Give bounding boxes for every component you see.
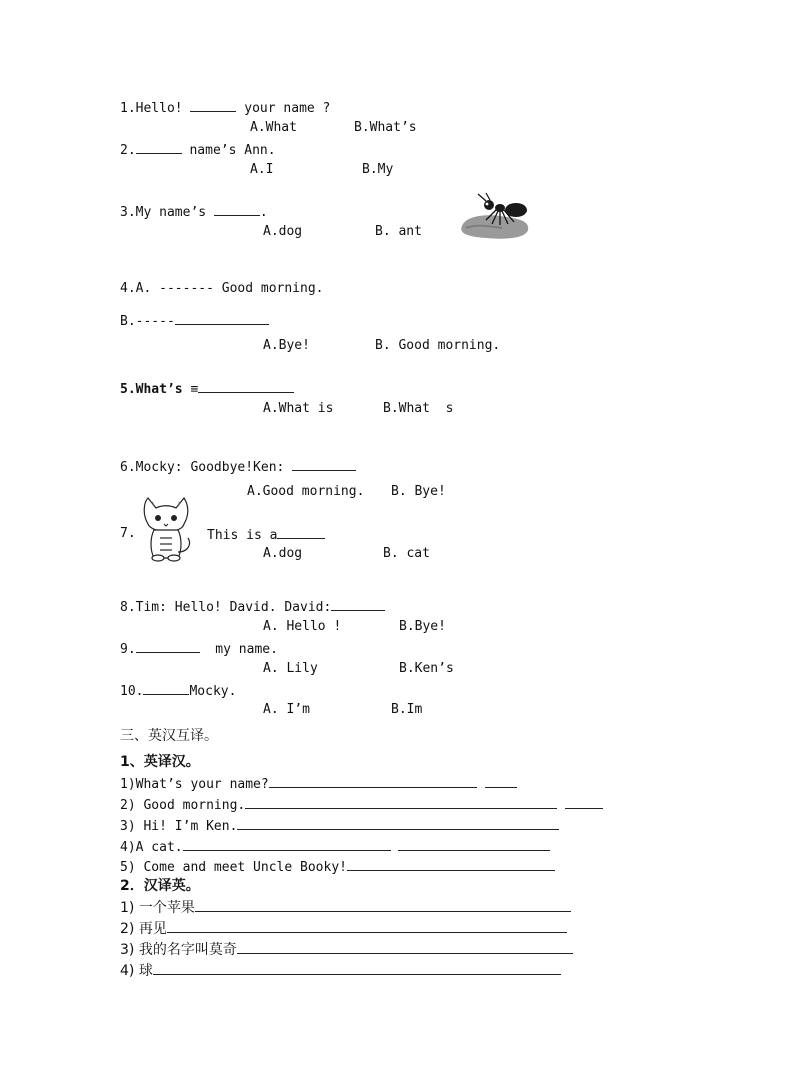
cat-icon [138, 494, 196, 564]
answer-blank [195, 898, 571, 912]
answer-blank [214, 202, 260, 216]
q7-option-a: A.dog [263, 546, 303, 561]
part-1-title: 1、英译汉。 [120, 754, 200, 770]
q3-option-a: A.dog [263, 224, 303, 239]
answer-blank [398, 837, 550, 851]
answer-blank [237, 816, 559, 830]
answer-blank [277, 525, 325, 539]
question-6: 6.Mocky: Goodbye!Ken: [120, 457, 356, 477]
zh-item-2: 2) 再见 [120, 919, 567, 938]
answer-blank [153, 961, 561, 975]
q10-option-b: B.Im [391, 702, 423, 717]
q5-option-a: A.What is [263, 401, 334, 416]
q3-option-b: B. ant [375, 224, 422, 239]
en-item-1: 1)What’s your name? [120, 774, 517, 794]
answer-blank [245, 795, 557, 809]
question-9: 9. my name. [120, 639, 278, 659]
en-item-4: 4)A cat. [120, 837, 550, 857]
question-4-line-2: B.----- [120, 311, 269, 331]
answer-blank [292, 457, 356, 471]
answer-blank [485, 774, 517, 788]
answer-blank [136, 140, 182, 154]
zh-item-3: 3) 我的名字叫莫奇 [120, 940, 573, 959]
q5-option-b: B.What s [383, 401, 454, 416]
answer-blank [190, 98, 236, 112]
question-7: This is a [207, 525, 325, 545]
q1-option-b: B.What’s [354, 120, 417, 135]
question-7-number: 7. [120, 526, 136, 541]
answer-blank [347, 857, 555, 871]
answer-blank [237, 940, 573, 954]
answer-blank [143, 681, 189, 695]
answer-blank [198, 379, 294, 393]
q4-option-a: A.Bye! [263, 338, 310, 353]
en-item-5: 5) Come and meet Uncle Booky! [120, 857, 555, 877]
question-1: 1.Hello! your name ? [120, 98, 330, 118]
question-2: 2. name’s Ann. [120, 140, 276, 160]
ant-icon [456, 192, 534, 242]
answer-blank [331, 597, 385, 611]
q1-option-a: A.What [250, 120, 297, 135]
q8-option-a: A. Hello ! [263, 619, 342, 634]
q10-option-a: A. I’m [263, 702, 310, 717]
answer-blank [183, 837, 391, 851]
question-8: 8.Tim: Hello! David. David: [120, 597, 385, 617]
q7-option-b: B. cat [383, 546, 430, 561]
q6-option-b: B. Bye! [391, 484, 446, 499]
section-3-title: 三、英汉互译。 [120, 728, 218, 744]
zh-item-4: 4) 球 [120, 961, 561, 980]
q6-option-a: A.Good morning. [247, 484, 365, 499]
part-2-title: 2．汉译英。 [120, 878, 200, 894]
answer-blank [167, 919, 567, 933]
en-item-3: 3) Hi! I’m Ken. [120, 816, 559, 836]
question-10: 10. Mocky. [120, 681, 236, 701]
zh-item-1: 1) 一个苹果 [120, 898, 571, 917]
answer-blank [175, 311, 269, 325]
answer-blank [136, 639, 200, 653]
question-4-line-1: 4.A. ------- Good morning. [120, 281, 324, 296]
q2-option-b: B.My [362, 162, 394, 177]
q2-option-a: A.I [250, 162, 274, 177]
q9-option-a: A. Lily [263, 661, 318, 676]
question-3: 3.My name’s . [120, 202, 268, 222]
en-item-2: 2) Good morning. [120, 795, 603, 815]
q8-option-b: B.Bye! [399, 619, 446, 634]
answer-blank [269, 774, 477, 788]
q9-option-b: B.Ken’s [399, 661, 454, 676]
question-5: 5.What’s ≡ [120, 379, 294, 399]
answer-blank [565, 795, 603, 809]
q4-option-b: B. Good morning. [375, 338, 501, 353]
